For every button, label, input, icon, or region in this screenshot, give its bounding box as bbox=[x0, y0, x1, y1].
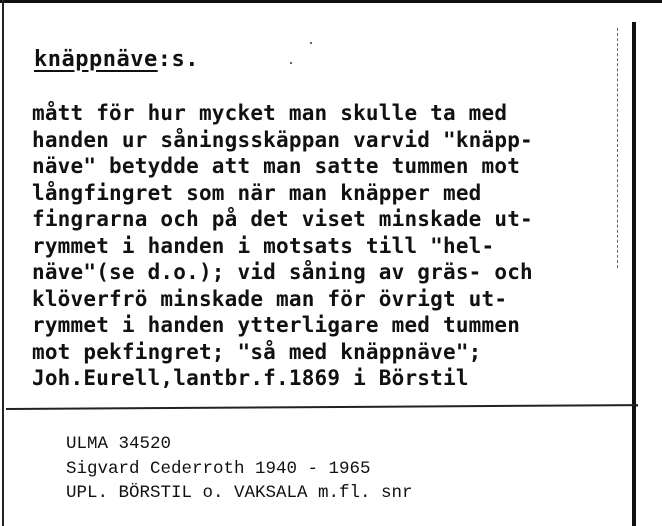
headword-suffix: :s. bbox=[157, 47, 199, 72]
body-line: rymmet i handen ytterligare med tummen bbox=[32, 313, 521, 337]
body-line: fingrarna och på det viset minskade ut- bbox=[32, 207, 533, 231]
archive-number: ULMA 34520 bbox=[66, 434, 172, 454]
card-top-edge bbox=[0, 0, 662, 3]
headword: knäppnäve bbox=[34, 47, 158, 72]
collector-line: Sigvard Cederroth 1940 - 1965 bbox=[66, 458, 371, 479]
body-line: handen ur såningsskäppan varvid "knäpp- bbox=[32, 127, 533, 152]
body-line: näve"(se d.o.); vid såning av gräs- och bbox=[32, 260, 533, 284]
location-line: UPL. BÖRSTIL o. VAKSALA m.fl. snr bbox=[66, 483, 413, 503]
card-footer bbox=[66, 432, 413, 506]
card-left-edge bbox=[2, 0, 4, 526]
body-line: Joh.Eurell,lantbr.f.1869 i Börstil bbox=[32, 366, 469, 390]
body-line: mått för hur mycket man skulle ta med bbox=[32, 101, 508, 125]
footer-divider bbox=[6, 404, 638, 410]
headword-line bbox=[34, 47, 199, 72]
body-line: rymmet i handen i motsats till "hel- bbox=[32, 233, 495, 258]
body-line: mot pekfingret; "så med knäppnäve"; bbox=[32, 339, 482, 364]
body-line: långfingret som när man knäpper med bbox=[32, 180, 482, 205]
body-line: näve" betydde att man satte tummen mot bbox=[32, 154, 521, 178]
card-right-edge bbox=[632, 22, 636, 526]
card-right-crease bbox=[617, 28, 619, 268]
speck bbox=[310, 42, 312, 44]
definition-text bbox=[32, 100, 533, 392]
speck bbox=[290, 62, 292, 64]
body-line: klöverfrö minskade man för övrigt ut- bbox=[32, 286, 508, 311]
